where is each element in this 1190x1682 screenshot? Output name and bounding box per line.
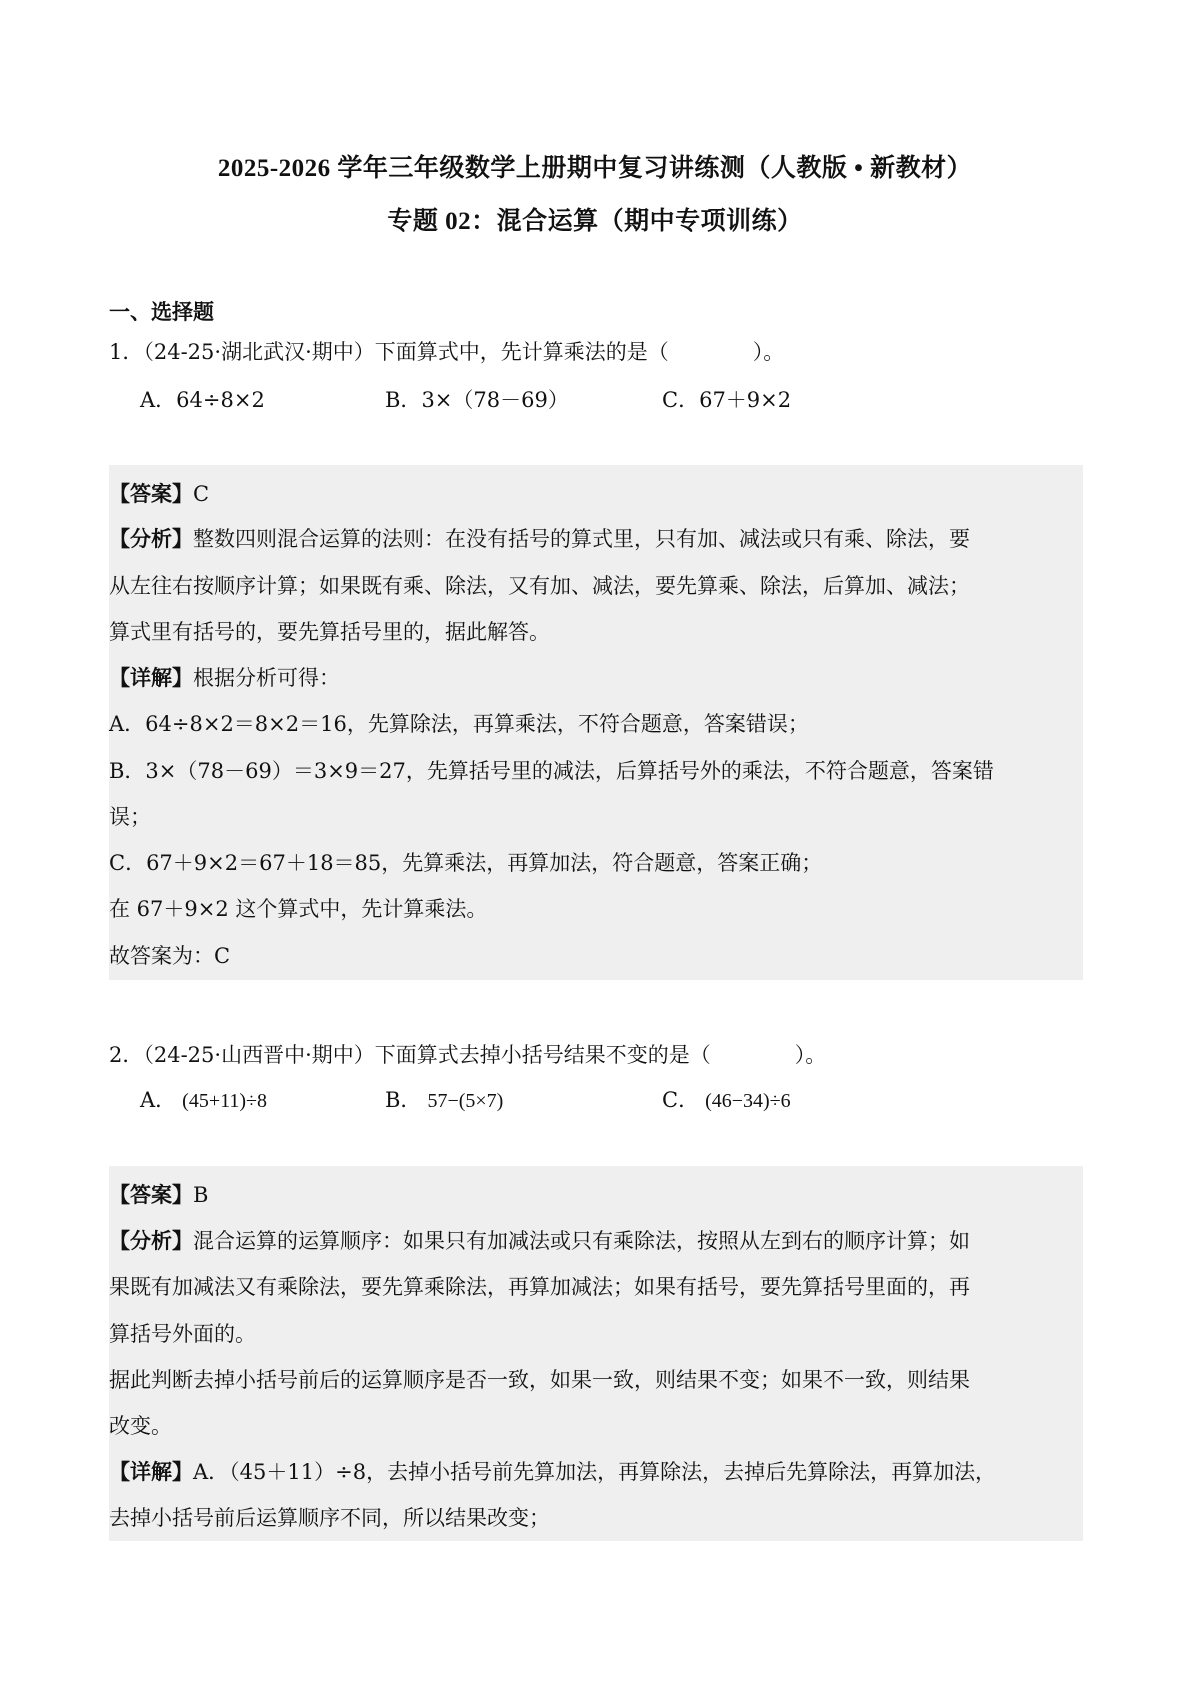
option-text: 3×（78－69） bbox=[421, 388, 569, 412]
option-formula: 57−(5×7) bbox=[427, 1090, 504, 1112]
question-2-stem: 2．（24-25·山西晋中·期中）下面算式去掉小括号结果不变的是（ ）。 bbox=[109, 1043, 827, 1067]
document-title: 2025-2026 学年三年级数学上册期中复习讲练测（人教版 • 新教材） bbox=[217, 155, 973, 182]
solution-line: 算式里有括号的，要先算括号里的，据此解答。 bbox=[109, 620, 550, 644]
option-a bbox=[140, 1084, 267, 1114]
question-1-solution-box bbox=[109, 465, 1083, 980]
solution-line: 去掉小括号前后运算顺序不同，所以结果改变； bbox=[109, 1506, 550, 1530]
solution-line: 据此判断去掉小括号前后的运算顺序是否一致，如果一致，则结果不变；如果不一致，则结果 bbox=[109, 1368, 970, 1392]
question-1-options bbox=[140, 384, 1040, 414]
question-2-options bbox=[140, 1084, 1040, 1114]
solution-line: 【详解】根据分析可得： bbox=[109, 665, 340, 690]
solution-line: A．64÷8×2＝8×2＝16，先算除法，再算乘法，不符合题意，答案错误； bbox=[109, 712, 809, 736]
solution-line: 改变。 bbox=[109, 1414, 172, 1438]
solution-line: 从左往右按顺序计算；如果既有乘、除法，又有加、减法，要先算乘、除法，后算加、减法； bbox=[109, 574, 970, 598]
solution-line: 果既有加减法又有乘除法，要先算乘除法，再算加减法；如果有括号，要先算括号里面的，再 bbox=[109, 1275, 970, 1299]
option-b bbox=[385, 384, 569, 414]
solution-line: B．3×（78－69）＝3×9＝27，先算括号里的减法，后算括号外的乘法，不符合题意，答案错 bbox=[109, 759, 994, 783]
option-formula: (45+11)÷8 bbox=[182, 1090, 268, 1112]
option-label: B． bbox=[385, 1088, 422, 1112]
solution-line: 算括号外面的。 bbox=[109, 1322, 256, 1346]
option-label: A． bbox=[140, 388, 177, 412]
option-formula: (46−34)÷6 bbox=[705, 1090, 791, 1112]
solution-line: 【详解】A．（45＋11）÷8，去掉小括号前先算加法，再算除法，去掉后先算除法，再算加法， bbox=[109, 1459, 997, 1484]
solution-line: 【答案】C bbox=[109, 481, 210, 506]
solution-line: 【答案】B bbox=[109, 1182, 209, 1207]
solution-line: 【分析】整数四则混合运算的法则：在没有括号的算式里，只有加、减法或只有乘、除法，要 bbox=[109, 526, 970, 551]
option-label: C． bbox=[662, 1088, 700, 1112]
option-b bbox=[385, 1084, 503, 1114]
solution-line: 在 67＋9×2 这个算式中，先计算乘法。 bbox=[109, 897, 488, 921]
question-2-solution-box bbox=[109, 1166, 1083, 1541]
option-c bbox=[662, 1084, 791, 1114]
question-1-stem: 1．（24-25·湖北武汉·期中）下面算式中，先计算乘法的是（ ）。 bbox=[109, 340, 785, 364]
document-subtitle: 专题 02：混合运算（期中专项训练） bbox=[387, 208, 803, 235]
option-label: B． bbox=[385, 388, 422, 412]
solution-line: 故答案为：C bbox=[109, 944, 231, 968]
option-text: 64÷8×2 bbox=[176, 388, 265, 412]
option-text: 67＋9×2 bbox=[699, 388, 792, 412]
option-c bbox=[662, 384, 791, 414]
solution-line: 【分析】混合运算的运算顺序：如果只有加减法或只有乘除法，按照从左到右的顺序计算；如 bbox=[109, 1228, 970, 1253]
section-heading: 一、选择题 bbox=[109, 299, 214, 324]
solution-line: C．67＋9×2＝67＋18＝85，先算乘法，再算加法，符合题意，答案正确； bbox=[109, 851, 823, 875]
solution-line: 误； bbox=[109, 805, 151, 829]
option-label: C． bbox=[662, 388, 700, 412]
option-a bbox=[140, 384, 265, 414]
option-label: A． bbox=[140, 1088, 177, 1112]
